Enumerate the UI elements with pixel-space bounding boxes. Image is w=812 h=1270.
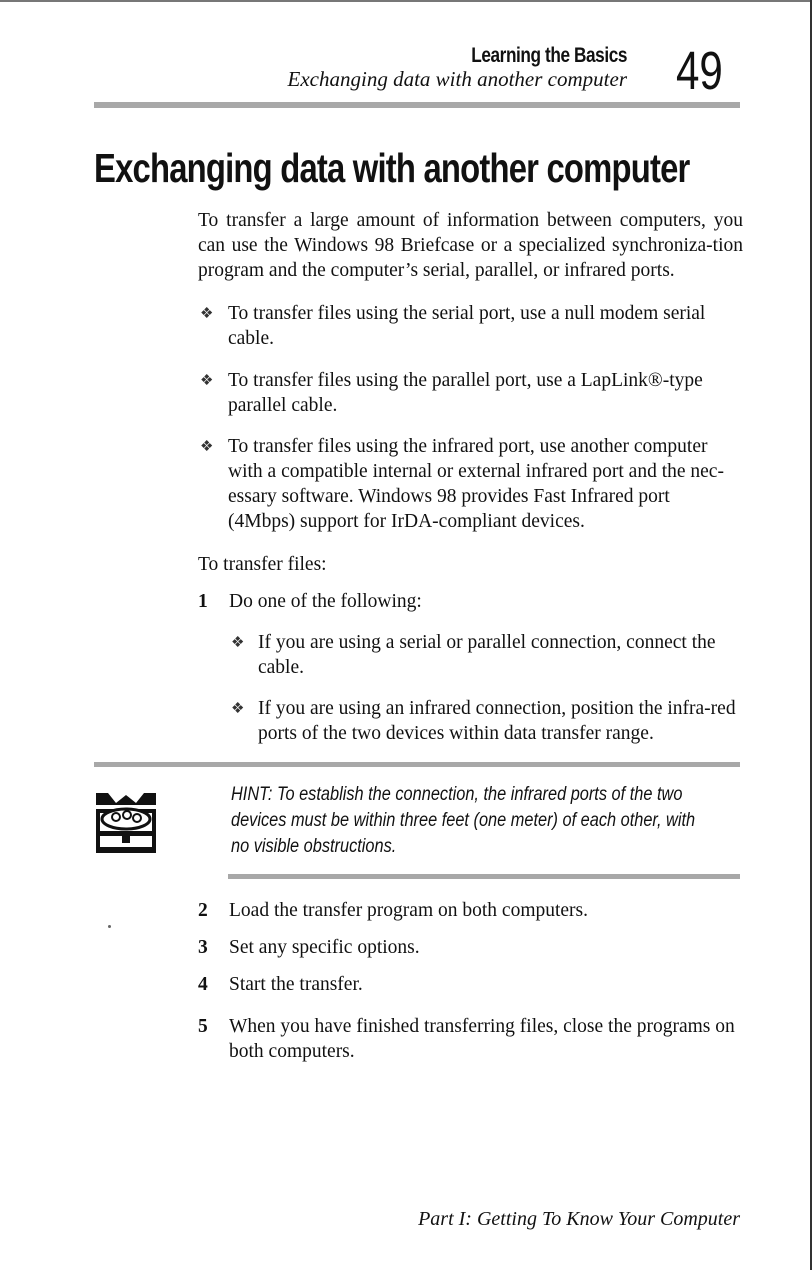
hint-text: HINT: To establish the connection, the infrared ports of the two devices must be within three feet (one meter) of each other, with no visible obstructions. bbox=[231, 784, 696, 857]
running-header-section: Learning the Basics bbox=[471, 44, 627, 67]
scan-speck bbox=[108, 925, 111, 928]
substep-infrared: If you are using an infrared connection, position the infra-red ports of the two devices within data transfer range. bbox=[258, 698, 736, 744]
step-text: Start the transfer. bbox=[229, 974, 363, 995]
step-text: When you have finished transferring files, close the programs on both computers. bbox=[229, 1016, 735, 1062]
step-number: 5 bbox=[198, 1016, 208, 1037]
step-number: 2 bbox=[198, 900, 208, 921]
hint-rule-top bbox=[94, 762, 740, 767]
diamond-bullet-icon: ❖ bbox=[231, 701, 245, 717]
step-text: Set any specific options. bbox=[229, 937, 420, 958]
running-header-subsection: Exchanging data with another computer bbox=[287, 67, 627, 91]
intro-paragraph: To transfer a large amount of information between computers, you can use the Windows 98 Briefcase or a specialized synchroniza-tion program and the computer’s serial, parallel, or infrared ports. bbox=[198, 210, 743, 281]
scan-edge-top bbox=[0, 0, 812, 2]
diamond-bullet-icon: ❖ bbox=[200, 306, 214, 322]
step-number: 3 bbox=[198, 937, 208, 958]
step-number: 1 bbox=[198, 591, 208, 612]
header-rule bbox=[94, 102, 740, 108]
bullet-serial: To transfer files using the serial port, use a null modem serial cable. bbox=[228, 303, 706, 349]
diamond-bullet-icon: ❖ bbox=[200, 439, 214, 455]
steps-intro: To transfer files: bbox=[198, 554, 327, 575]
treasure-chest-icon bbox=[94, 789, 158, 857]
substep-serial: If you are using a serial or parallel connection, connect the cable. bbox=[258, 632, 716, 678]
step-text: Load the transfer program on both computers. bbox=[229, 900, 589, 921]
diamond-bullet-icon: ❖ bbox=[200, 373, 214, 389]
diamond-bullet-icon: ❖ bbox=[231, 635, 245, 651]
hint-rule-bottom bbox=[228, 874, 740, 879]
step-number: 4 bbox=[198, 974, 208, 995]
page-footer: Part I: Getting To Know Your Computer bbox=[418, 1208, 740, 1230]
bullet-parallel: To transfer files using the parallel port, use a LapLink®-type parallel cable. bbox=[228, 370, 703, 416]
page-number: 49 bbox=[676, 41, 723, 101]
page-title: Exchanging data with another computer bbox=[94, 145, 690, 191]
bullet-infrared: To transfer files using the infrared port, use another computer with a compatible internal or external infrared port and the nec-essary software. Windows 98 provides Fast Infrared port (4Mbps) support for IrDA-compliant devices. bbox=[228, 436, 724, 532]
step-text: Do one of the following: bbox=[229, 591, 422, 612]
